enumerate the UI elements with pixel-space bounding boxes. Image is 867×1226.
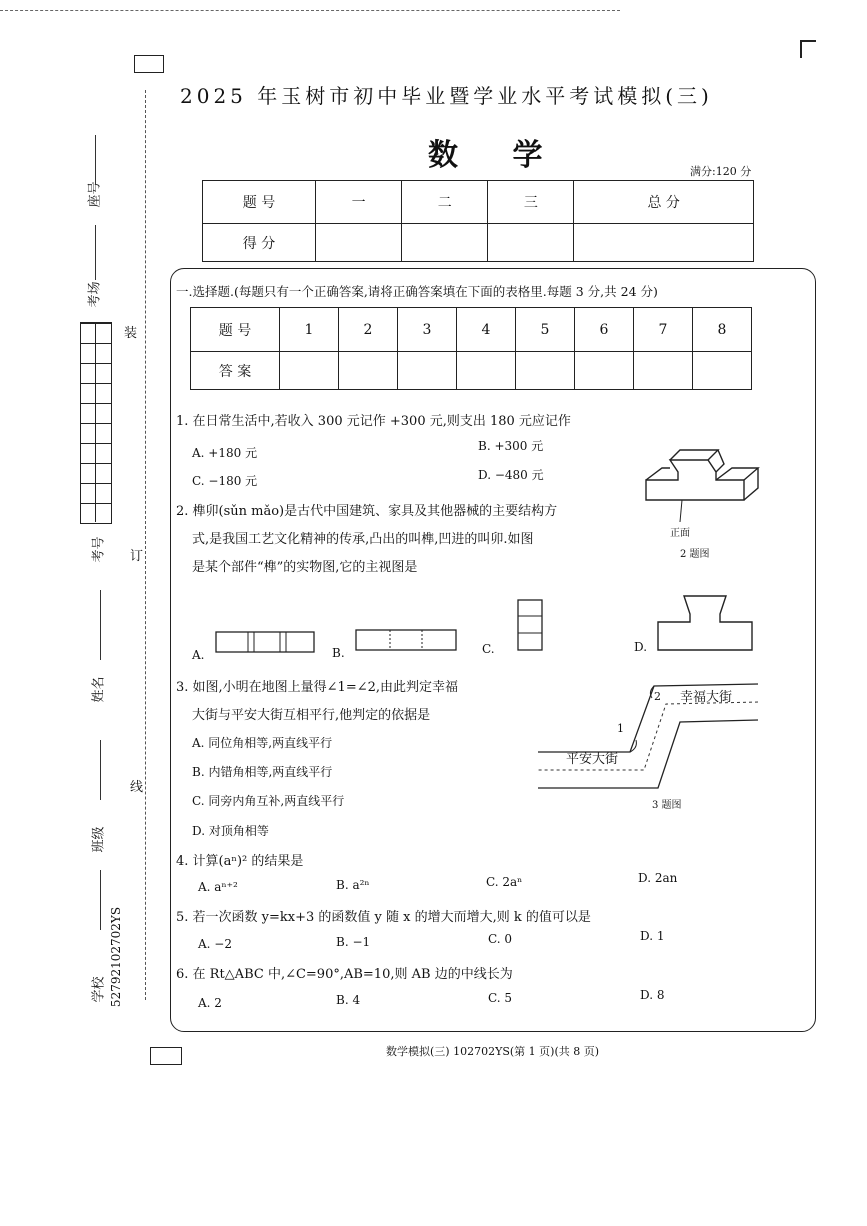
q6-option-a: A. 2 [198, 996, 222, 1010]
score-row-label: 得 分 [203, 224, 316, 262]
q2-option-c-figure [516, 598, 546, 654]
exam-title: 2025 年玉树市初中毕业暨学业水平考试模拟(三) [180, 84, 713, 108]
q6-option-d: D. 8 [640, 988, 665, 1002]
name-label: 姓名 [91, 676, 107, 703]
q2-front-label: 正面 [670, 528, 690, 539]
class-blank [100, 740, 101, 800]
binding-mark-zhuang: 装 [124, 326, 138, 341]
answer-cell[interactable] [339, 352, 398, 390]
exam-number-grid-divider [95, 322, 96, 522]
q3-street-label-pingan: 平安大街 [566, 752, 619, 767]
answer-header-cell: 8 [693, 308, 752, 352]
q2-option-a-figure [214, 628, 318, 656]
q5-stem: 5. 若一次函数 y=kx+3 的函数值 y 随 x 的增大而增大,则 k 的值可以是 [176, 910, 591, 925]
answer-header-cell: 3 [398, 308, 457, 352]
q4-option-b: B. a²ⁿ [336, 878, 370, 892]
q2-option-a: A. [192, 648, 205, 662]
q3-angle-1: 1 [617, 722, 624, 735]
answer-header-cell: 5 [516, 308, 575, 352]
q2-figure-caption: 2 题图 [680, 549, 710, 560]
score-header-cell: 总 分 [574, 181, 754, 224]
q3-stem-line1: 3. 如图,小明在地图上量得∠1=∠2,由此判定幸福 [176, 680, 459, 695]
answer-header-cell: 1 [280, 308, 339, 352]
corner-mark-top-right [800, 40, 816, 58]
q2-stem-line1: 2. 榫卯(sǔn mǎo)是古代中国建筑、家具及其他器械的主要结构方 [176, 504, 558, 519]
answer-cell[interactable] [280, 352, 339, 390]
answer-header-cell: 6 [575, 308, 634, 352]
subject-title: 数 学 [428, 138, 565, 173]
class-label: 班级 [91, 826, 107, 853]
q1-option-a: A. +180 元 [192, 446, 258, 460]
school-blank [100, 870, 101, 930]
q2-option-b: B. [332, 646, 345, 660]
q1-stem: 1. 在日常生活中,若收入 300 元记作 +300 元,则支出 180 元应记作 [176, 414, 571, 429]
q3-option-a: A. 同位角相等,两直线平行 [192, 736, 333, 750]
score-header-cell: 三 [488, 181, 574, 224]
q2-option-b-figure [354, 626, 460, 654]
answer-cell[interactable] [516, 352, 575, 390]
answer-row-label: 答 案 [191, 352, 280, 390]
full-score: 满分:120 分 [690, 165, 752, 178]
binding-line [145, 90, 146, 1000]
corner-mark-bottom-left [150, 1047, 182, 1065]
answer-cell[interactable] [693, 352, 752, 390]
q4-option-c: C. 2aⁿ [486, 875, 523, 889]
q3-option-c: C. 同旁内角互补,两直线平行 [192, 794, 345, 808]
q6-stem: 6. 在 Rt△ABC 中,∠C=90°,AB=10,则 AB 边的中线长为 [176, 967, 513, 982]
score-header-cell: 二 [402, 181, 488, 224]
answer-header-cell: 题 号 [191, 308, 280, 352]
page-footer: 数学模拟(三) 102702YS(第 1 页)(共 8 页) [386, 1045, 600, 1058]
score-cell[interactable] [402, 224, 488, 262]
q5-option-a: A. −2 [198, 937, 232, 951]
q6-option-b: B. 4 [336, 993, 361, 1007]
q5-option-b: B. −1 [336, 935, 371, 949]
score-cell[interactable] [574, 224, 754, 262]
q1-option-c: C. −180 元 [192, 474, 258, 488]
q5-option-c: C. 0 [488, 932, 513, 946]
answer-table [190, 307, 752, 390]
corner-mark-top-left [134, 55, 164, 73]
seat-blank [95, 135, 96, 185]
q2-option-d: D. [634, 640, 648, 654]
room-blank [95, 225, 96, 280]
score-table [202, 180, 754, 262]
paper-code: 52792102702YS [109, 906, 124, 1008]
seat-label: 座号 [87, 181, 103, 208]
name-blank [100, 590, 101, 660]
room-label: 考场 [87, 281, 103, 308]
answer-header-cell: 4 [457, 308, 516, 352]
answer-header-cell: 7 [634, 308, 693, 352]
answer-cell[interactable] [575, 352, 634, 390]
binding-mark-xian: 线 [130, 780, 144, 795]
school-label: 学校 [91, 976, 107, 1003]
q2-option-c: C. [482, 642, 495, 656]
score-header-cell: 一 [316, 181, 402, 224]
answer-cell[interactable] [634, 352, 693, 390]
score-header-cell: 题 号 [203, 181, 316, 224]
q6-option-c: C. 5 [488, 991, 513, 1005]
score-cell[interactable] [488, 224, 574, 262]
q2-option-d-figure [656, 592, 756, 654]
top-scan-line [0, 10, 620, 11]
answer-cell[interactable] [398, 352, 457, 390]
q3-option-b: B. 内错角相等,两直线平行 [192, 765, 333, 779]
section1-heading: 一.选择题.(每题只有一个正确答案,请将正确答案填在下面的表格里.每题 3 分,共 24 分) [176, 284, 658, 299]
exam-number-label: 考号 [91, 536, 107, 563]
answer-header-cell: 2 [339, 308, 398, 352]
q4-option-d: D. 2an [638, 871, 678, 885]
q2-tenon-figure [640, 438, 760, 538]
q1-option-d: D. −480 元 [478, 468, 544, 482]
score-cell[interactable] [316, 224, 402, 262]
q3-figure-caption: 3 题图 [652, 800, 682, 811]
q4-stem: 4. 计算(aⁿ)² 的结果是 [176, 854, 304, 869]
q3-option-d: D. 对顶角相等 [192, 824, 269, 838]
answer-cell[interactable] [457, 352, 516, 390]
q1-option-b: B. +300 元 [478, 439, 544, 453]
q2-stem-line3: 是某个部件“榫”的实物图,它的主视图是 [192, 560, 418, 575]
exam-number-grid [80, 322, 112, 524]
q3-street-label-xingfu: 幸福大街 [680, 690, 733, 705]
q5-option-d: D. 1 [640, 929, 665, 943]
q3-angle-2: 2 [654, 690, 661, 703]
q3-stem-line2: 大街与平安大街互相平行,他判定的依据是 [192, 708, 431, 723]
binding-mark-ding: 订 [130, 549, 144, 564]
q2-stem-line2: 式,是我国工艺文化精神的传承,凸出的叫榫,凹进的叫卯.如图 [192, 532, 534, 547]
q4-option-a: A. aⁿ⁺² [198, 880, 238, 894]
